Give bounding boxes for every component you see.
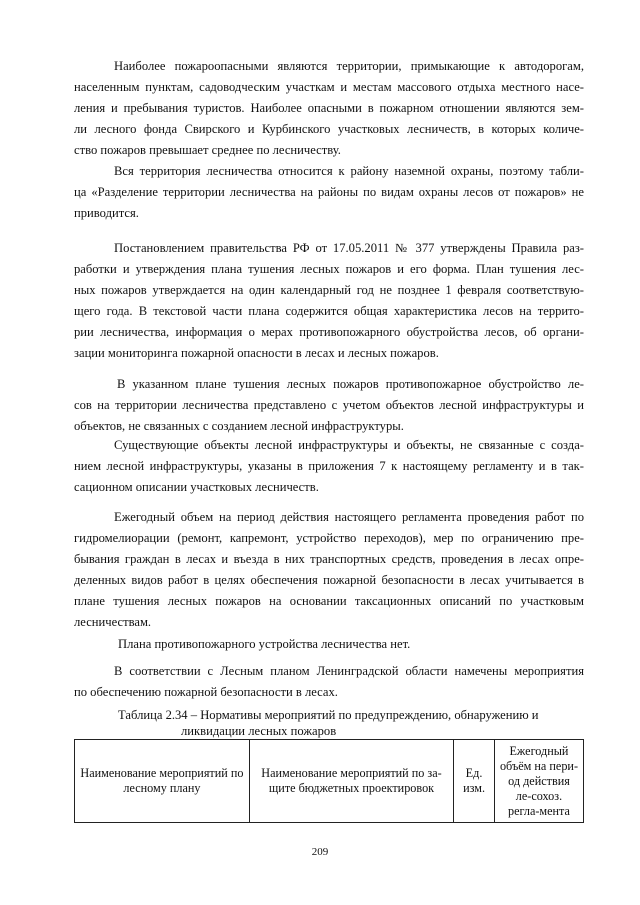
paragraph-2-line: ца «Разделение территории лесничества на районы по видам охраны лесов от пожаров» не bbox=[74, 184, 584, 199]
header-cell-forest-plan-activities: Наименование мероприятий по лесному плану bbox=[75, 740, 250, 823]
paragraph-6-line: лесничествам. bbox=[74, 614, 152, 629]
paragraph-5-line: нием лесной инфраструктуры, указаны в приложения 7 к настоящему регламенту и в так- bbox=[74, 458, 584, 473]
header-cell-budget-activities: Наименование мероприятий по за-щите бюджетных проектировок bbox=[249, 740, 453, 823]
paragraph-1-line: Наиболее пожароопасными являются территории, примыкающие к автодорогам, bbox=[114, 59, 584, 73]
page-number: 209 bbox=[311, 846, 329, 858]
paragraph-1-line: населенным пунктам, садоводческим участкам и местам массового отдыха местного насе- bbox=[74, 79, 584, 94]
paragraph-3-line: щего года. В текстовой части плана содержится общая характеристика лесов на террито- bbox=[74, 303, 584, 318]
paragraph-2-line: Вся территория лесничества относится к району наземной охраны, поэтому табли- bbox=[114, 164, 584, 178]
paragraph-5-line: Существующие объекты лесной инфраструктуры и объекты, не связанные с созда- bbox=[114, 438, 584, 452]
table-caption-line-1: Таблица 2.34 – Нормативы мероприятий по предупреждению, обнаружению и bbox=[118, 708, 539, 722]
paragraph-8-line: по обеспечению пожарной безопасности в лесах. bbox=[74, 684, 338, 699]
paragraph-3-line: ных пожаров утверждается на один календарный год не позднее 1 февраля соответствую- bbox=[74, 282, 584, 297]
paragraph-1-line: ство пожаров превышает среднее по лесничеству. bbox=[74, 142, 341, 157]
table-header-row bbox=[75, 740, 584, 823]
paragraph-4-line: В указанном плане тушения лесных пожаров противопожарное обустройство ле- bbox=[117, 377, 584, 391]
paragraph-7-line: Плана противопожарного устройства лесничества нет. bbox=[118, 637, 411, 651]
paragraph-6-line: гидромелиорации (ремонт, капремонт, устройство переходов), мер по ограничению пре- bbox=[74, 530, 584, 545]
header-cell-unit: Ед. изм. bbox=[454, 740, 495, 823]
paragraph-6-line: Ежегодный объем на период действия настоящего регламента проведения работ по bbox=[114, 510, 584, 524]
paragraph-5-line: сационном описании участковых лесничеств. bbox=[74, 479, 319, 494]
paragraph-6-line: плане тушения лесных пожаров на основании таксационных описаний по участковым bbox=[74, 593, 584, 608]
paragraph-4-line: объектов, не связанных с созданием лесной инфраструктуры. bbox=[74, 418, 404, 433]
paragraph-1-line: ли лесного фонда Свирского и Курбинского участковых лесничеств, в которых количе- bbox=[74, 121, 584, 136]
paragraph-4-line: сов на территории лесничества представлено с учетом объектов лесной инфраструктуры и bbox=[74, 397, 584, 412]
paragraph-3-line: рии лесничества, информация о мерах противопожарного обустройства лесов, об органи- bbox=[74, 324, 584, 339]
paragraph-2-line: приводится. bbox=[74, 205, 139, 220]
paragraph-3-line: зации мониторинга пожарной опасности в лесах и лесных пожаров. bbox=[74, 345, 439, 360]
norms-table bbox=[74, 739, 584, 823]
paragraph-6-line: деленных видов работ в целях обеспечения пожарной безопасности в лесах учитывается в bbox=[74, 572, 584, 587]
paragraph-3-line: Постановлением правительства РФ от 17.05.2011 № 377 утверждены Правила раз- bbox=[114, 241, 584, 255]
paragraph-8-line: В соответствии с Лесным планом Ленинградской области намечены мероприятия bbox=[114, 664, 584, 678]
header-cell-annual-volume: Ежегодный объём на пери-од действия ле-сохоз. регла-мента bbox=[494, 740, 583, 823]
table-caption-line-2: ликвидации лесных пожаров bbox=[181, 724, 337, 738]
paragraph-6-line: бывания граждан в лесах и въезда в них транспортных средств, проведения в лесах опре- bbox=[74, 551, 584, 566]
paragraph-1-line: ления и пребывания туристов. Наиболее опасными в пожарном отношении являются зем- bbox=[74, 100, 584, 115]
paragraph-3-line: работки и утверждения плана тушения лесных пожаров и его форма. План тушения лес- bbox=[74, 261, 584, 276]
